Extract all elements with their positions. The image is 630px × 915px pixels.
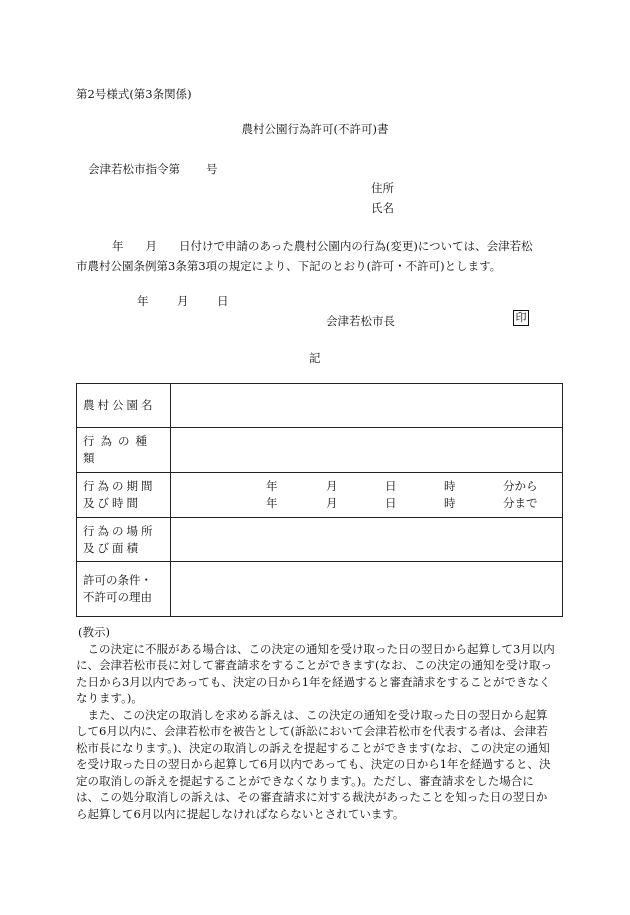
period-label-1: 行為の期間	[83, 479, 156, 493]
reference-prefix: 会津若松市指令第	[88, 162, 180, 176]
from-hour: 時	[444, 479, 456, 493]
issue-day: 日	[217, 294, 229, 308]
table-row	[77, 562, 563, 617]
activity-type-label: 行為の種類	[77, 428, 171, 473]
issuer-title: 会津若松市長	[326, 314, 395, 328]
table-row	[77, 518, 563, 562]
place-label-2: 及び面積	[83, 540, 141, 555]
address-label: 住所	[371, 181, 394, 195]
reference-number	[88, 161, 218, 177]
body-line-1	[112, 238, 533, 254]
period-label	[77, 473, 171, 518]
body-year: 年	[112, 239, 124, 253]
place-label	[77, 518, 171, 562]
to-month: 月	[326, 496, 338, 510]
place-field[interactable]	[171, 518, 563, 562]
body-month: 月	[145, 239, 157, 253]
instruction-paragraph-2: また、この決定の取消しを求める訴えは、この決定の通知を受け取った日の翌日から起算して6月以内に、会津若松市を被告として(訴訟において会津若松市を代表する者は、会津若松市長になります。)、決定の取消しの訴えを提起することができます(なお、この決定の通知を受け取った日の翌日から起算して6月以内であっても、決定の日から1年を経過すると、決定の取消しの訴えを提起することができなくなります。)。ただし、審査請求をした場合には、この処分取消しの訴えは、その審査請求に対する裁決があったことを知った日の翌日から起算して6月以内に提起しなければならないとされています。	[76, 707, 551, 821]
from-month: 月	[326, 479, 338, 493]
issue-year: 年	[137, 294, 149, 308]
period-field[interactable]	[171, 473, 563, 518]
document-title: 農村公園行為許可(不許可)書	[241, 122, 389, 136]
seal-mark: 印	[513, 310, 529, 326]
instruction-paragraph-1: この決定に不服がある場合は、この決定の通知を受け取った日の翌日から起算して3月以内に、会津若松市長に対して審査請求をすることができます(なお、この決定の通知を受け取った日から3月以内であっても、決定の日から1年を経過すると審査請求をすることができなくなります。)。	[76, 641, 555, 705]
issue-date	[137, 293, 229, 309]
park-name-label: 農村公園名	[77, 384, 171, 428]
form-number: 第2号様式(第3条関係)	[76, 87, 192, 101]
ki-heading: 記	[309, 351, 321, 365]
conditions-label-1: 許可の条件・	[83, 573, 152, 587]
instruction-notes	[76, 624, 556, 822]
body-text-1: 日付けで申請のあった農村公園内の行為(変更)については、会津若松	[179, 239, 533, 253]
detail-table	[76, 383, 563, 617]
table-row	[77, 384, 563, 428]
period-label-2: 及び時間	[83, 496, 141, 510]
body-line-2: 市農村公園条例第3条第3項の規定により、下記のとおり(許可・不許可)とします。	[76, 259, 502, 273]
issue-month: 月	[177, 294, 189, 308]
name-label: 氏名	[371, 201, 394, 215]
to-hour: 時	[444, 496, 456, 510]
instruction-heading: (教示)	[78, 625, 110, 639]
period-from	[171, 478, 562, 495]
period-to	[171, 495, 562, 512]
to-day: 日	[385, 496, 397, 510]
table-row	[77, 428, 563, 473]
table-row	[77, 473, 563, 518]
from-minute: 分から	[503, 479, 538, 493]
to-year: 年	[266, 496, 278, 510]
place-label-1: 行為の場所	[83, 523, 156, 538]
conditions-label	[77, 562, 171, 617]
activity-type-field[interactable]	[171, 428, 563, 473]
conditions-field[interactable]	[171, 562, 563, 617]
from-year: 年	[266, 479, 278, 493]
from-day: 日	[385, 479, 397, 493]
reference-suffix: 号	[206, 162, 218, 176]
to-minute: 分まで	[503, 496, 538, 510]
park-name-field[interactable]	[171, 384, 563, 428]
conditions-label-2: 不許可の理由	[83, 590, 152, 604]
